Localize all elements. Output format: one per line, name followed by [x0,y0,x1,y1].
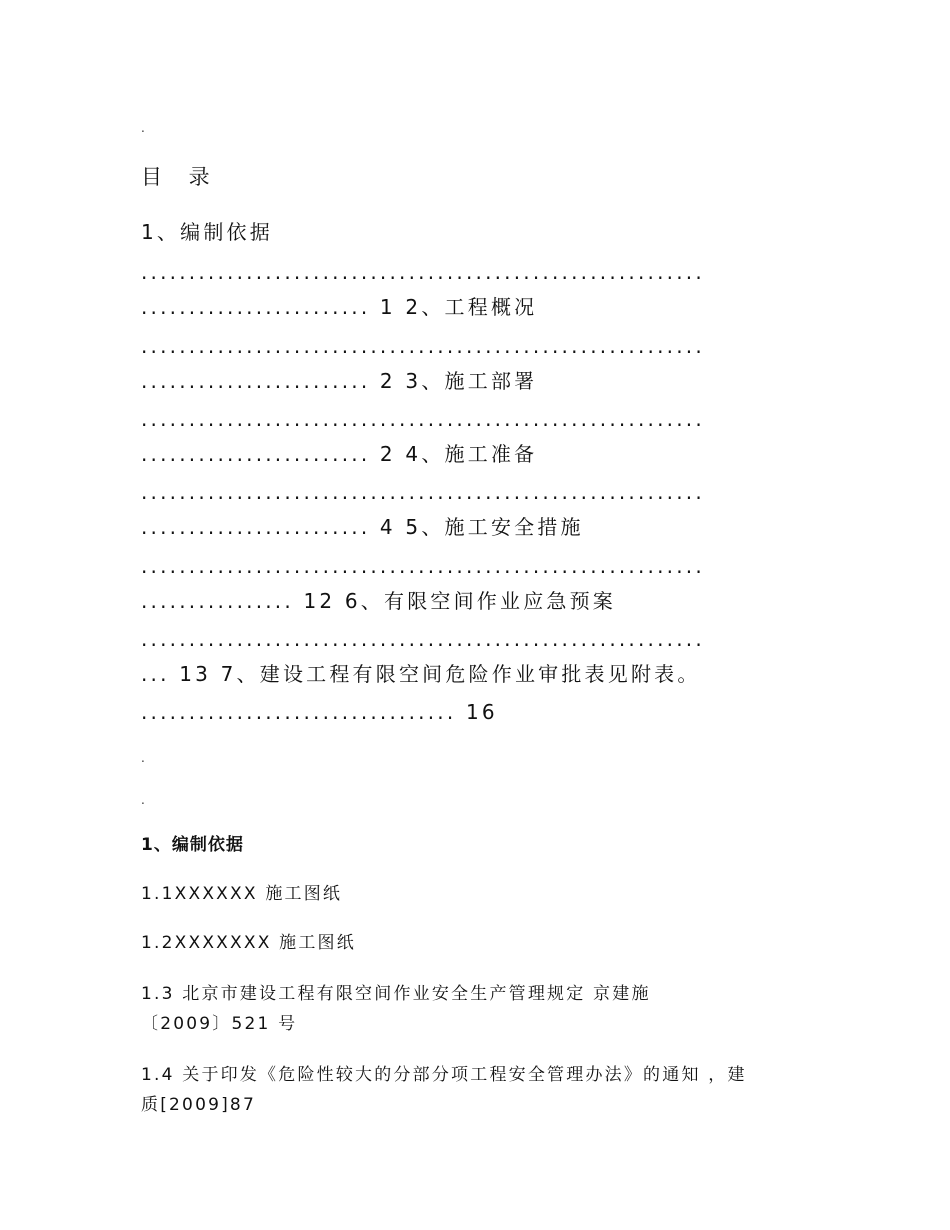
toc-entry-first: 1、编制依据 [141,220,273,244]
section-heading: 1、编制依据 [141,835,244,855]
basis-item-continued: 质[2009]87 [141,1095,256,1115]
toc-line: ........................ 1 2、工程概况 [141,295,538,319]
basis-item: 1.1XXXXXX 施工图纸 [141,884,343,904]
toc-line: ................ 12 6、有限空间作业应急预案 [141,589,617,613]
toc-leader-line: ........................................................... [141,260,705,284]
toc-leader-line: ........................................................... [141,554,705,578]
toc-line: ........................ 2 3、施工部署 [141,369,538,393]
toc-line-last: ................................. 16 [141,700,498,724]
toc-line: ........................ 4 5、施工安全措施 [141,515,584,539]
toc-line: ... 13 7、建设工程有限空间危险作业审批表见附表。 [141,662,701,686]
basis-item: 1.4 关于印发《危险性较大的分部分项工程安全管理办法》的通知 ，建 [141,1065,747,1085]
toc-title: 目 录 [141,165,220,189]
toc-leader-line: ........................................................... [141,407,705,431]
toc-line: ........................ 2 4、施工准备 [141,442,538,466]
page-mark: . [141,751,145,765]
basis-item: 1.2XXXXXXX 施工图纸 [141,933,356,953]
toc-leader-line: ........................................................... [141,334,705,358]
basis-item: 1.3 北京市建设工程有限空间作业安全生产管理规定 京建施 [141,984,651,1004]
page-mark: . [141,121,145,135]
page-mark: . [141,793,145,807]
basis-item-continued: 〔2009〕521 号 [141,1014,298,1034]
toc-leader-line: ........................................................... [141,627,705,651]
toc-leader-line: ........................................................... [141,480,705,504]
